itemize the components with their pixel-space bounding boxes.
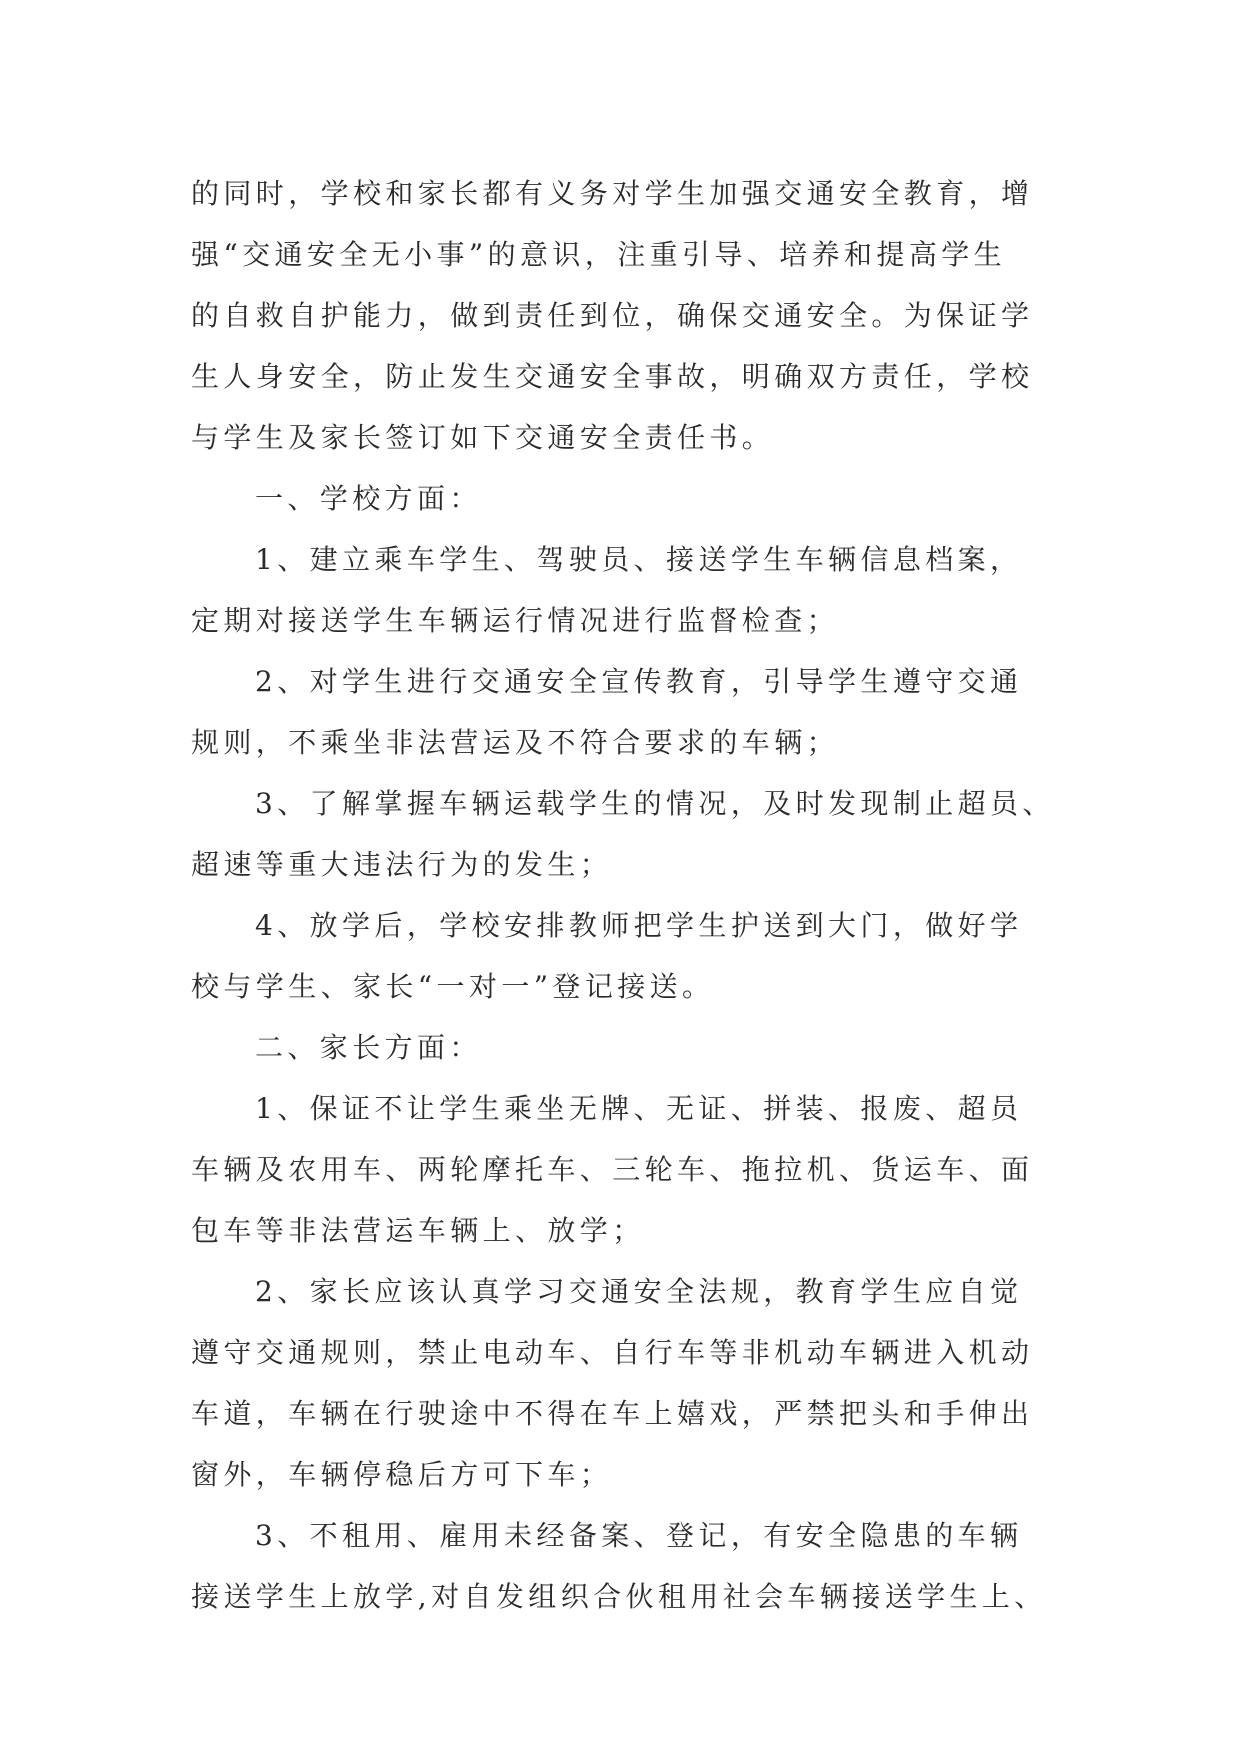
text-line: 窗外，车辆停稳后方可下车； (191, 1458, 613, 1491)
text-line: 规则，不乘坐非法营运及不符合要求的车辆； (191, 726, 840, 759)
section-heading-parents: 二、家长方面： (255, 1031, 482, 1064)
text-line: 车道，车辆在行驶途中不得在车上嬉戏，严禁把头和手伸出 (191, 1397, 1034, 1430)
text-line: 包车等非法营运车辆上、放学； (191, 1214, 645, 1247)
text-line: 校与学生、家长“一对一”登记接送。 (191, 970, 715, 1003)
text-line: 超速等重大违法行为的发生； (191, 848, 613, 881)
text-line: 4、放学后，学校安排教师把学生护送到大门，做好学 (255, 909, 1023, 942)
text-line: 2、对学生进行交通安全宣传教育，引导学生遵守交通 (255, 665, 1023, 698)
text-line: 3、了解掌握车辆运载学生的情况，及时发现制止超员、 (255, 787, 1055, 820)
text-line: 1、保证不让学生乘坐无牌、无证、拼装、报废、超员 (255, 1092, 1023, 1125)
text-line: 的同时，学校和家长都有义务对学生加强交通安全教育，增 (191, 177, 1034, 210)
text-line: 定期对接送学生车辆运行情况进行监督检查； (191, 604, 840, 637)
text-line: 生人身安全，防止发生交通安全事故，明确双方责任，学校 (191, 360, 1034, 393)
section-heading-school: 一、学校方面： (255, 482, 482, 515)
text-line: 3、不租用、雇用未经备案、登记，有安全隐患的车辆 (255, 1519, 1023, 1552)
text-line: 2、家长应该认真学习交通安全法规，教育学生应自觉 (255, 1275, 1023, 1308)
text-line: 遵守交通规则，禁止电动车、自行车等非机动车辆进入机动 (191, 1336, 1034, 1369)
text-line: 与学生及家长签订如下交通安全责任书。 (191, 421, 775, 454)
text-line: 1、建立乘车学生、驾驶员、接送学生车辆信息档案， (255, 543, 1023, 576)
text-line: 车辆及农用车、两轮摩托车、三轮车、拖拉机、货运车、面 (191, 1153, 1034, 1186)
text-line: 强“交通安全无小事”的意识，注重引导、培养和提高学生 (191, 238, 1007, 271)
text-line: 接送学生上放学,对自发组织合伙租用社会车辆接送学生上、 (191, 1580, 1047, 1613)
document-body (191, 163, 1066, 1627)
text-line: 的自救自护能力，做到责任到位，确保交通安全。为保证学 (191, 299, 1034, 332)
